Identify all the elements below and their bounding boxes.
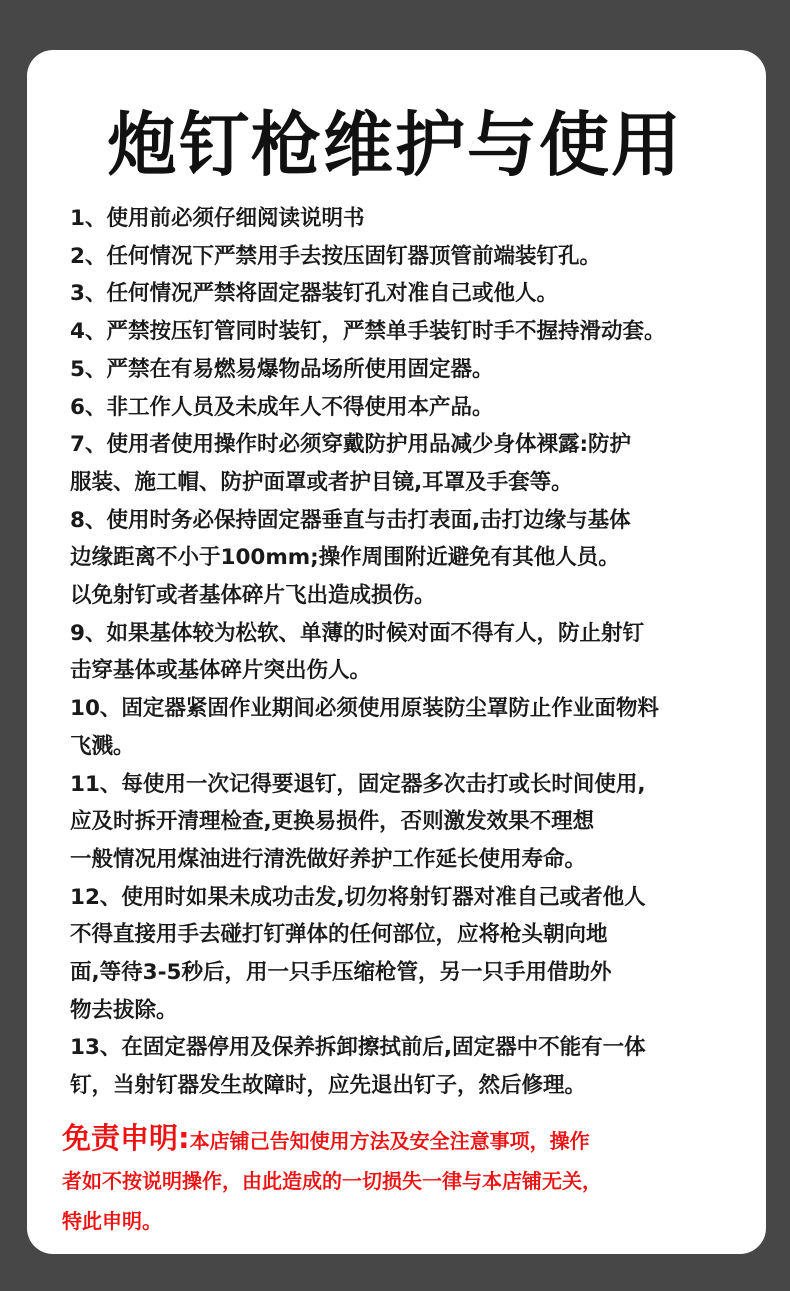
rule-line: 不得直接用手去碰打钉弹体的任何部位，应将枪头朝向地	[70, 922, 608, 948]
disclaimer-line-1	[62, 1118, 752, 1161]
rule-line: 飞溅。	[70, 733, 135, 759]
rule-line: 12、使用时如果未成功击发,切勿将射钉器对准自己或者他人	[70, 884, 646, 910]
rule-line: 以免射钉或者基体碎片飞出造成损伤。	[70, 583, 436, 609]
disclaimer-line-3: 特此申明。	[62, 1209, 162, 1233]
rule-line: 7、使用者使用操作时必须穿戴防护用品减少身体裸露:防护	[70, 432, 632, 458]
rule-line: 钉，当射钉器发生故障时，应先退出钉子，然后修理。	[70, 1073, 587, 1099]
rule-line: 4、严禁按压钉管同时装钉，严禁单手装钉时手不握持滑动套。	[70, 319, 666, 345]
rule-line: 边缘距离不小于100mm;操作周围附近避免有其他人员。	[70, 545, 620, 571]
rule-line: 5、严禁在有易燃易爆物品场所使用固定器。	[70, 356, 494, 382]
rule-line: 9、如果基体较为松软、单薄的时候对面不得有人，防止射钉	[70, 620, 644, 646]
rule-line: 一般情况用煤油进行清洗做好养护工作延长使用寿命。	[70, 846, 587, 872]
rule-line: 2、任何情况下严禁用手去按压固钉器顶管前端装钉孔。	[70, 243, 601, 269]
rule-line: 服装、施工帽、防护面罩或者护目镜,耳罩及手套等。	[70, 469, 573, 495]
disclaimer	[62, 1118, 752, 1241]
rule-line: 6、非工作人员及未成年人不得使用本产品。	[70, 394, 494, 420]
rule-line: 3、任何情况严禁将固定器装钉孔对准自己或他人。	[70, 281, 558, 307]
rule-line: 11、每使用一次记得要退钉，固定器多次击打或长时间使用,	[70, 771, 646, 797]
rule-line: 面,等待3-5秒后，用一只手压缩枪管，另一只手用借助外	[70, 960, 612, 986]
rule-line: 物去拔除。	[70, 997, 178, 1023]
rules-list	[70, 200, 750, 1105]
disclaimer-label: 免责申明:	[62, 1121, 190, 1155]
disclaimer-line-2: 者如不按说明操作，由此造成的一切损失一律与本店铺无关，	[62, 1169, 602, 1193]
rule-line: 应及时拆开清理检查,更换易损件，否则激发效果不理想	[70, 809, 595, 835]
rule-line: 8、使用时务必保持固定器垂直与击打表面,击打边缘与基体	[70, 507, 631, 533]
rule-line: 击穿基体或基体碎片突出伤人。	[70, 658, 372, 684]
page-title: 炮钉枪维护与使用	[107, 104, 683, 186]
rule-line: 13、在固定器停用及保养拆卸擦拭前后,固定器中不能有一体	[70, 1035, 646, 1061]
disclaimer-text: 本店铺己告知使用方法及安全注意事项，操作	[189, 1129, 590, 1153]
rule-line: 1、使用前必须仔细阅读说明书	[70, 206, 365, 231]
rule-line: 10、固定器紧固作业期间必须使用原装防尘罩防止作业面物料	[70, 696, 659, 722]
